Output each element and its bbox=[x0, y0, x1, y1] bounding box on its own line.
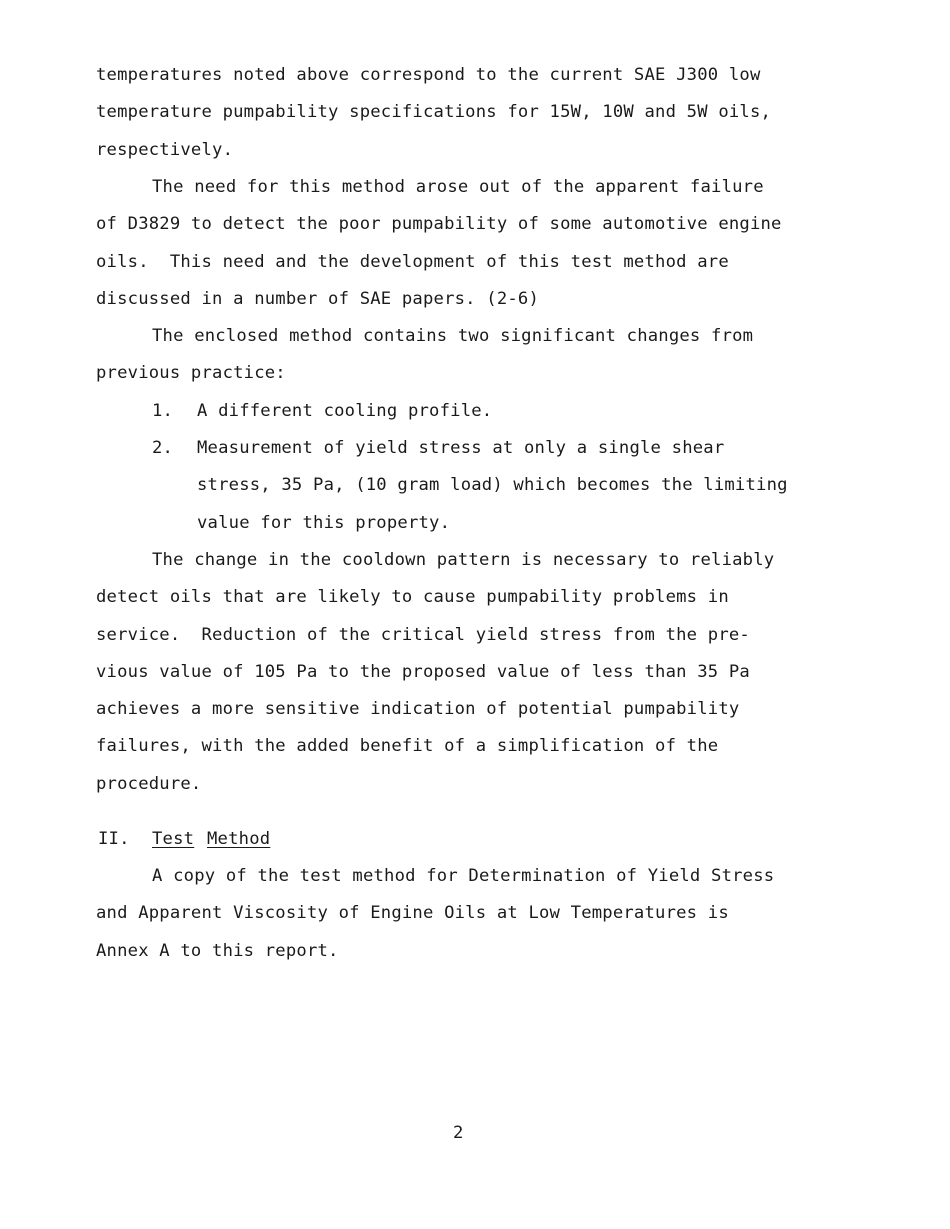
paragraph-2-line-2: of D3829 to detect the poor pumpability of some automotive engine bbox=[96, 214, 782, 234]
list-item-2-line-2: stress, 35 Pa, (10 gram load) which becomes the limiting bbox=[197, 475, 788, 495]
list-item-1-text: A different cooling profile. bbox=[197, 401, 493, 421]
paragraph-3-line-2: previous practice: bbox=[96, 363, 286, 383]
paragraph-1-line-2: temperature pumpability specifications for 15W, 10W and 5W oils, bbox=[96, 102, 772, 122]
paragraph-4-line-6: failures, with the added benefit of a simplification of the bbox=[96, 736, 719, 756]
paragraph-2-line-3: oils. This need and the development of this test method are bbox=[96, 252, 729, 272]
list-item-1-number: 1. bbox=[152, 401, 174, 421]
paragraph-5-line-2: and Apparent Viscosity of Engine Oils at Low Temperatures is bbox=[96, 903, 729, 923]
paragraph-2-line-4: discussed in a number of SAE papers. (2-6) bbox=[96, 289, 540, 309]
paragraph-3-line-1: The enclosed method contains two significant changes from bbox=[152, 326, 754, 346]
paragraph-4-line-2: detect oils that are likely to cause pumpability problems in bbox=[96, 587, 729, 607]
section-title-word-1: Test bbox=[152, 829, 195, 849]
section-title-word-2: Method bbox=[207, 829, 271, 849]
paragraph-5-line-1: A copy of the test method for Determination of Yield Stress bbox=[152, 866, 775, 886]
list-item-2-number: 2. bbox=[152, 438, 174, 458]
page-number: 2 bbox=[453, 1123, 464, 1143]
paragraph-4-line-5: achieves a more sensitive indication of potential pumpability bbox=[96, 699, 740, 719]
paragraph-4-line-3: service. Reduction of the critical yield stress from the pre- bbox=[96, 625, 750, 645]
paragraph-5-line-3: Annex A to this report. bbox=[96, 941, 339, 961]
paragraph-4-line-7: procedure. bbox=[96, 774, 202, 794]
paragraph-4-line-4: vious value of 105 Pa to the proposed value of less than 35 Pa bbox=[96, 662, 750, 682]
list-item-2-line-3: value for this property. bbox=[197, 513, 451, 533]
section-number: II. bbox=[98, 829, 130, 849]
paragraph-1-line-3: respectively. bbox=[96, 140, 234, 160]
paragraph-1-line-1: temperatures noted above correspond to the current SAE J300 low bbox=[96, 65, 761, 85]
paragraph-2-line-1: The need for this method arose out of the apparent failure bbox=[152, 177, 764, 197]
list-item-2-line-1: Measurement of yield stress at only a single shear bbox=[197, 438, 725, 458]
paragraph-4-line-1: The change in the cooldown pattern is necessary to reliably bbox=[152, 550, 775, 570]
